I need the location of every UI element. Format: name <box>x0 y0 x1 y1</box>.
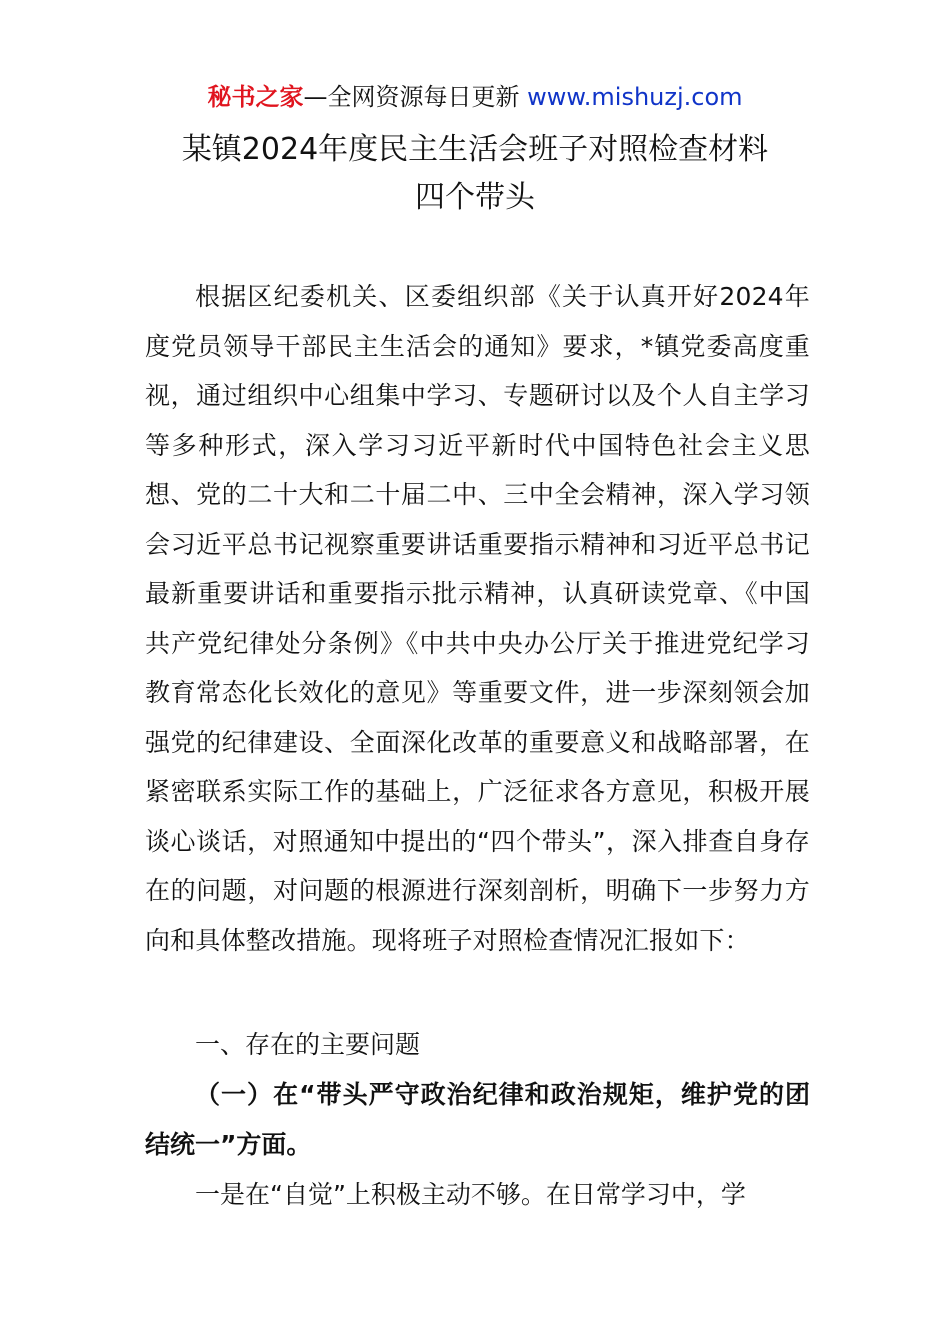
watermark-header <box>0 80 950 114</box>
intro-paragraph: 根据区纪委机关、区委组织部《关于认真开好2024年度党员领导干部民主生活会的通知》要求，*镇党委高度重视，通过组织中心组集中学习、专题研讨以及个人自主学习等多种形式，深入学习习近平新时代中国特色社会主义思想、党的二十大和二十届二中、三中全会精神，深入学习领会习近平总书记视察重要讲话重要指示精神和习近平总书记最新重要讲话和重要指示批示精神，认真研读党章、《中国共产党纪律处分条例》《中共中央办公厅关于推进党纪学习教育常态化长效化的意见》等重要文件，进一步深刻领会加强党的纪律建设、全面深化改革的重要意义和战略部署，在紧密联系实际工作的基础上，广泛征求各方意见，积极开展谈心谈话，对照通知中提出的“四个带头”，深入排查自身存在的问题，对问题的根源进行深刻剖析，明确下一步努力方向和具体整改措施。现将班子对照检查情况汇报如下： <box>145 282 810 955</box>
website-link[interactable]: www.mishuzj.com <box>527 83 743 111</box>
brand-name: 秘书之家 <box>207 83 304 111</box>
sub-heading: （一）在“带头严守政治纪律和政治规矩，维护党的团结统一”方面。 <box>145 1080 810 1159</box>
paragraph-start: 一是在“自觉”上积极主动不够。在日常学习中，学 <box>195 1180 746 1209</box>
document-subtitle: 四个带头 <box>415 180 535 215</box>
brand-tagline: —全网资源每日更新 <box>303 83 528 111</box>
document-title: 某镇2024年度民主生活会班子对照检查材料 <box>181 132 769 167</box>
section-heading: 一、存在的主要问题 <box>195 1030 421 1059</box>
